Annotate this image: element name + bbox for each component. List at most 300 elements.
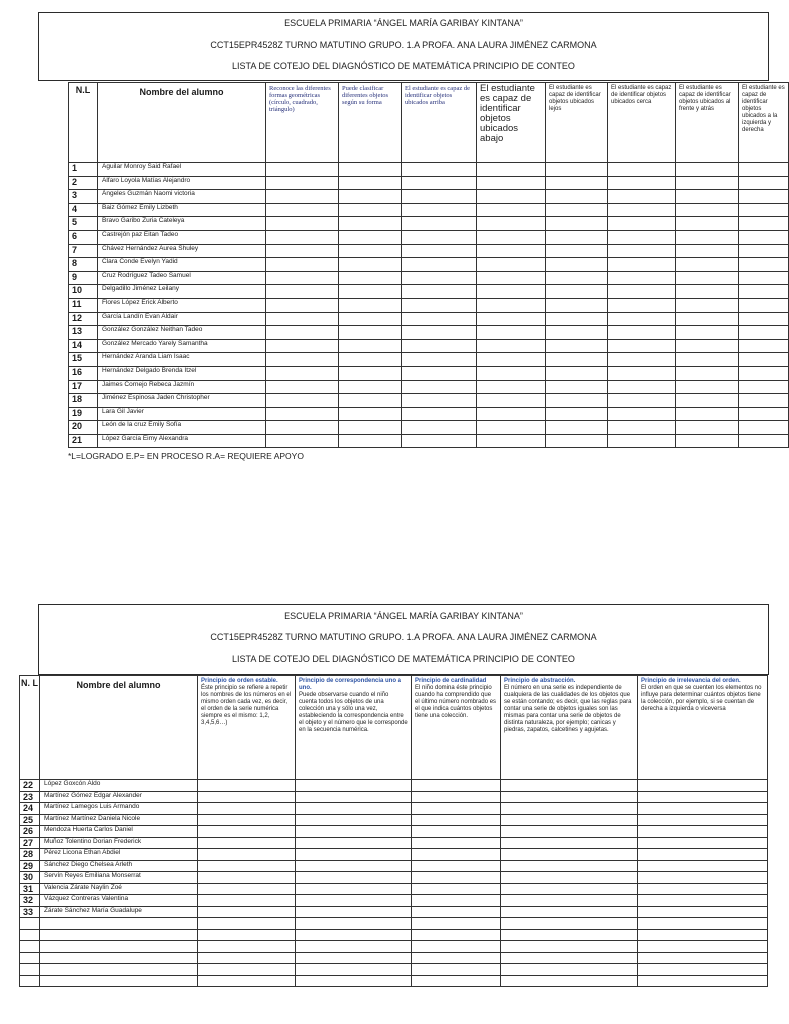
check-cell[interactable] [402, 339, 477, 353]
student-number: 30 [20, 872, 40, 884]
check-cell[interactable] [501, 803, 638, 815]
check-cell[interactable] [638, 918, 768, 930]
check-cell[interactable] [412, 780, 501, 792]
check-cell[interactable] [266, 203, 339, 217]
check-cell[interactable] [477, 285, 546, 299]
check-cell[interactable] [412, 837, 501, 849]
check-cell[interactable] [296, 837, 412, 849]
student-name: León de la cruz Emily Sofía [98, 421, 266, 435]
check-cell[interactable] [608, 421, 676, 435]
check-cell[interactable] [339, 271, 402, 285]
student-number: 5 [69, 217, 98, 231]
check-cell[interactable] [339, 176, 402, 190]
check-cell[interactable] [739, 163, 789, 177]
check-cell[interactable] [501, 906, 638, 918]
check-cell[interactable] [296, 780, 412, 792]
check-cell[interactable] [676, 380, 739, 394]
check-cell[interactable] [296, 918, 412, 930]
check-cell[interactable] [638, 791, 768, 803]
check-cell[interactable] [676, 230, 739, 244]
student-number: 4 [69, 203, 98, 217]
check-cell[interactable] [608, 298, 676, 312]
check-cell[interactable] [266, 230, 339, 244]
check-cell[interactable] [546, 326, 608, 340]
check-cell[interactable] [501, 791, 638, 803]
check-cell[interactable] [608, 258, 676, 272]
class-info: CCT15EPR4528Z TURNO MATUTINO GRUPO. 1.A PROFA. ANA LAURA JIMÉNEZ CARMONA [210, 40, 597, 50]
check-cell[interactable] [638, 872, 768, 884]
check-cell[interactable] [501, 860, 638, 872]
check-cell[interactable] [608, 434, 676, 448]
check-cell[interactable] [546, 271, 608, 285]
check-cell[interactable] [638, 895, 768, 907]
check-cell[interactable] [412, 803, 501, 815]
check-cell[interactable] [198, 814, 296, 826]
check-cell[interactable] [739, 298, 789, 312]
check-cell[interactable] [676, 190, 739, 204]
check-cell[interactable] [339, 190, 402, 204]
check-cell[interactable] [339, 258, 402, 272]
check-cell[interactable] [676, 244, 739, 258]
check-cell[interactable] [477, 380, 546, 394]
check-cell[interactable] [296, 895, 412, 907]
check-cell[interactable] [296, 803, 412, 815]
check-cell[interactable] [412, 895, 501, 907]
check-cell[interactable] [198, 975, 296, 987]
check-cell[interactable] [546, 312, 608, 326]
check-cell[interactable] [739, 366, 789, 380]
check-cell[interactable] [638, 803, 768, 815]
check-cell[interactable] [739, 326, 789, 340]
check-cell[interactable] [608, 394, 676, 408]
criterion-header: El estudiante es capaz de identificar objetos ubicados a la izquierda y derecha [739, 83, 789, 163]
check-cell[interactable] [739, 258, 789, 272]
student-row [69, 258, 789, 272]
check-cell[interactable] [739, 339, 789, 353]
check-cell[interactable] [739, 353, 789, 367]
check-cell[interactable] [501, 814, 638, 826]
check-cell[interactable] [266, 339, 339, 353]
student-row [69, 394, 789, 408]
student-number: 18 [69, 394, 98, 408]
check-cell[interactable] [266, 298, 339, 312]
check-cell[interactable] [339, 407, 402, 421]
check-cell[interactable] [339, 326, 402, 340]
check-cell[interactable] [412, 872, 501, 884]
check-cell[interactable] [608, 339, 676, 353]
check-cell[interactable] [739, 176, 789, 190]
check-cell[interactable] [198, 929, 296, 941]
check-cell[interactable] [412, 941, 501, 953]
check-cell[interactable] [739, 230, 789, 244]
student-row [20, 849, 768, 861]
check-cell[interactable] [676, 217, 739, 231]
check-cell[interactable] [296, 929, 412, 941]
check-cell[interactable] [266, 394, 339, 408]
check-cell[interactable] [546, 244, 608, 258]
check-cell[interactable] [477, 244, 546, 258]
check-cell[interactable] [402, 271, 477, 285]
check-cell[interactable] [339, 285, 402, 299]
check-cell[interactable] [412, 975, 501, 987]
check-cell[interactable] [477, 407, 546, 421]
check-cell[interactable] [676, 176, 739, 190]
check-cell[interactable] [412, 883, 501, 895]
check-cell[interactable] [638, 952, 768, 964]
check-cell[interactable] [198, 883, 296, 895]
check-cell[interactable] [477, 434, 546, 448]
check-cell[interactable] [739, 203, 789, 217]
check-cell[interactable] [608, 326, 676, 340]
check-cell[interactable] [638, 906, 768, 918]
check-cell[interactable] [339, 339, 402, 353]
check-cell[interactable] [477, 339, 546, 353]
student-name [40, 952, 198, 964]
check-cell[interactable] [638, 860, 768, 872]
student-row [69, 326, 789, 340]
check-cell[interactable] [296, 860, 412, 872]
student-name: Chávez Hernández Aurea Shuley [98, 244, 266, 258]
check-cell[interactable] [546, 407, 608, 421]
check-cell[interactable] [546, 285, 608, 299]
check-cell[interactable] [676, 258, 739, 272]
check-cell[interactable] [412, 918, 501, 930]
check-cell[interactable] [546, 366, 608, 380]
check-cell[interactable] [608, 380, 676, 394]
criterion-header: Reconoce las diferentes formas geométricas (círculo, cuadrado, triángulo) [266, 83, 339, 163]
check-cell[interactable] [676, 339, 739, 353]
check-cell[interactable] [296, 975, 412, 987]
check-cell[interactable] [198, 872, 296, 884]
check-cell[interactable] [477, 258, 546, 272]
check-cell[interactable] [402, 298, 477, 312]
check-cell[interactable] [638, 837, 768, 849]
check-cell[interactable] [412, 849, 501, 861]
check-cell[interactable] [546, 394, 608, 408]
check-cell[interactable] [402, 190, 477, 204]
check-cell[interactable] [501, 964, 638, 976]
check-cell[interactable] [266, 176, 339, 190]
check-cell[interactable] [266, 312, 339, 326]
check-cell[interactable] [339, 434, 402, 448]
check-cell[interactable] [412, 826, 501, 838]
check-cell[interactable] [546, 190, 608, 204]
check-cell[interactable] [608, 203, 676, 217]
check-cell[interactable] [501, 826, 638, 838]
student-row [20, 860, 768, 872]
check-cell[interactable] [676, 298, 739, 312]
check-cell[interactable] [266, 258, 339, 272]
check-cell[interactable] [739, 285, 789, 299]
check-cell[interactable] [676, 421, 739, 435]
check-cell[interactable] [339, 380, 402, 394]
check-cell[interactable] [501, 872, 638, 884]
check-cell[interactable] [608, 190, 676, 204]
check-cell[interactable] [477, 163, 546, 177]
student-number: 21 [69, 434, 98, 448]
student-row [69, 244, 789, 258]
check-cell[interactable] [198, 918, 296, 930]
check-cell[interactable] [198, 803, 296, 815]
student-number: 31 [20, 883, 40, 895]
check-cell[interactable] [638, 780, 768, 792]
check-cell[interactable] [296, 883, 412, 895]
check-cell[interactable] [296, 791, 412, 803]
student-name: Clara Conde Evelyn Yadid [98, 258, 266, 272]
check-cell[interactable] [739, 407, 789, 421]
check-cell[interactable] [638, 975, 768, 987]
check-cell[interactable] [739, 380, 789, 394]
check-cell[interactable] [638, 849, 768, 861]
check-cell[interactable] [296, 872, 412, 884]
check-cell[interactable] [412, 952, 501, 964]
check-cell[interactable] [198, 906, 296, 918]
sheet1-header [38, 12, 769, 81]
check-cell[interactable] [739, 190, 789, 204]
check-cell[interactable] [608, 285, 676, 299]
check-cell[interactable] [296, 941, 412, 953]
check-cell[interactable] [676, 353, 739, 367]
check-cell[interactable] [477, 326, 546, 340]
student-row [20, 837, 768, 849]
check-cell[interactable] [608, 353, 676, 367]
sheet2-header [38, 604, 769, 675]
student-name: García Landín Evan Aldair [98, 312, 266, 326]
check-cell[interactable] [296, 849, 412, 861]
check-cell[interactable] [739, 244, 789, 258]
check-cell[interactable] [296, 906, 412, 918]
check-cell[interactable] [412, 929, 501, 941]
check-cell[interactable] [501, 952, 638, 964]
check-cell[interactable] [638, 929, 768, 941]
check-cell[interactable] [608, 271, 676, 285]
check-cell[interactable] [402, 434, 477, 448]
check-cell[interactable] [198, 780, 296, 792]
check-cell[interactable] [477, 366, 546, 380]
check-cell[interactable] [676, 163, 739, 177]
check-cell[interactable] [676, 326, 739, 340]
check-cell[interactable] [477, 203, 546, 217]
check-cell[interactable] [266, 366, 339, 380]
check-cell[interactable] [266, 163, 339, 177]
check-cell[interactable] [546, 380, 608, 394]
check-cell[interactable] [477, 394, 546, 408]
student-number: 10 [69, 285, 98, 299]
check-cell[interactable] [546, 434, 608, 448]
check-cell[interactable] [638, 883, 768, 895]
check-cell[interactable] [296, 952, 412, 964]
check-cell[interactable] [198, 964, 296, 976]
check-cell[interactable] [546, 217, 608, 231]
check-cell[interactable] [608, 244, 676, 258]
check-cell[interactable] [739, 312, 789, 326]
check-cell[interactable] [739, 271, 789, 285]
principle-header: Principio de abstracción. El número en una serie es independiente de cualquiera de las cualidades de los objetos que se están contando; es decir, que las reglas para contar una serie de objetos iguales son las mismas para contar una serie de objetos de distinta naturaleza, por ejemplo; canicas y piedras, zapatos, calcetines y agujetas. [501, 676, 638, 780]
check-cell[interactable] [739, 217, 789, 231]
check-cell[interactable] [198, 895, 296, 907]
student-number: 22 [20, 780, 40, 792]
check-cell[interactable] [266, 380, 339, 394]
student-number: 29 [20, 860, 40, 872]
check-cell[interactable] [638, 964, 768, 976]
check-cell[interactable] [501, 918, 638, 930]
check-cell[interactable] [296, 826, 412, 838]
check-cell[interactable] [501, 975, 638, 987]
check-cell[interactable] [546, 176, 608, 190]
check-cell[interactable] [501, 883, 638, 895]
check-cell[interactable] [198, 952, 296, 964]
check-cell[interactable] [739, 394, 789, 408]
check-cell[interactable] [198, 860, 296, 872]
check-cell[interactable] [477, 230, 546, 244]
check-cell[interactable] [608, 407, 676, 421]
check-cell[interactable] [501, 895, 638, 907]
check-cell[interactable] [676, 203, 739, 217]
check-cell[interactable] [676, 407, 739, 421]
check-cell[interactable] [608, 176, 676, 190]
check-cell[interactable] [676, 434, 739, 448]
check-cell[interactable] [477, 190, 546, 204]
check-cell[interactable] [402, 394, 477, 408]
check-cell[interactable] [477, 312, 546, 326]
check-cell[interactable] [546, 163, 608, 177]
check-cell[interactable] [266, 421, 339, 435]
check-cell[interactable] [501, 849, 638, 861]
criterion-header: El estudiante es capaz de identificar objetos ubicados al frente y atrás [676, 83, 739, 163]
check-cell[interactable] [676, 312, 739, 326]
check-cell[interactable] [477, 176, 546, 190]
student-name [40, 975, 198, 987]
student-name [40, 929, 198, 941]
check-cell[interactable] [608, 312, 676, 326]
check-cell[interactable] [676, 394, 739, 408]
check-cell[interactable] [546, 203, 608, 217]
check-cell[interactable] [402, 421, 477, 435]
check-cell[interactable] [739, 434, 789, 448]
check-cell[interactable] [477, 217, 546, 231]
check-cell[interactable] [501, 929, 638, 941]
check-cell[interactable] [339, 394, 402, 408]
check-cell[interactable] [501, 780, 638, 792]
legend: *L=LOGRADO E.P= EN PROCESO R.A= REQUIERE APOYO [68, 451, 304, 461]
student-number: 33 [20, 906, 40, 918]
check-cell[interactable] [412, 906, 501, 918]
check-cell[interactable] [402, 203, 477, 217]
check-cell[interactable] [198, 941, 296, 953]
check-cell[interactable] [477, 298, 546, 312]
check-cell[interactable] [501, 941, 638, 953]
check-cell[interactable] [266, 217, 339, 231]
check-cell[interactable] [266, 285, 339, 299]
check-cell[interactable] [501, 837, 638, 849]
check-cell[interactable] [546, 230, 608, 244]
check-cell[interactable] [266, 434, 339, 448]
student-row [69, 163, 789, 177]
check-cell[interactable] [638, 826, 768, 838]
check-cell[interactable] [402, 258, 477, 272]
check-cell[interactable] [339, 353, 402, 367]
check-cell[interactable] [402, 285, 477, 299]
check-cell[interactable] [608, 217, 676, 231]
check-cell[interactable] [477, 353, 546, 367]
check-cell[interactable] [266, 407, 339, 421]
checklist-table-2 [19, 675, 768, 987]
class-info: CCT15EPR4528Z TURNO MATUTINO GRUPO. 1.A PROFA. ANA LAURA JIMÉNEZ CARMONA [210, 632, 597, 642]
check-cell[interactable] [296, 964, 412, 976]
check-cell[interactable] [266, 326, 339, 340]
student-name [40, 918, 198, 930]
check-cell[interactable] [676, 366, 739, 380]
check-cell[interactable] [339, 298, 402, 312]
check-cell[interactable] [266, 244, 339, 258]
check-cell[interactable] [676, 285, 739, 299]
check-cell[interactable] [402, 312, 477, 326]
check-cell[interactable] [608, 163, 676, 177]
check-cell[interactable] [477, 421, 546, 435]
check-cell[interactable] [608, 230, 676, 244]
check-cell[interactable] [402, 366, 477, 380]
check-cell[interactable] [412, 964, 501, 976]
check-cell[interactable] [339, 230, 402, 244]
check-cell[interactable] [402, 407, 477, 421]
check-cell[interactable] [608, 366, 676, 380]
check-cell[interactable] [402, 380, 477, 394]
check-cell[interactable] [676, 271, 739, 285]
check-cell[interactable] [546, 258, 608, 272]
check-cell[interactable] [546, 421, 608, 435]
student-name [40, 964, 198, 976]
student-name: Jiménez Espinosa Jaden Christopher [98, 394, 266, 408]
check-cell[interactable] [402, 353, 477, 367]
check-cell[interactable] [546, 353, 608, 367]
check-cell[interactable] [412, 860, 501, 872]
check-cell[interactable] [198, 837, 296, 849]
check-cell[interactable] [402, 217, 477, 231]
check-cell[interactable] [266, 353, 339, 367]
check-cell[interactable] [339, 163, 402, 177]
check-cell[interactable] [339, 244, 402, 258]
check-cell[interactable] [412, 814, 501, 826]
check-cell[interactable] [402, 176, 477, 190]
check-cell[interactable] [339, 312, 402, 326]
check-cell[interactable] [266, 190, 339, 204]
check-cell[interactable] [739, 421, 789, 435]
empty-row [20, 929, 768, 941]
check-cell[interactable] [546, 298, 608, 312]
check-cell[interactable] [402, 244, 477, 258]
criterion-header: El estudiante es capaz de identificar objetos ubicados lejos [546, 83, 608, 163]
check-cell[interactable] [266, 271, 339, 285]
check-cell[interactable] [546, 339, 608, 353]
check-cell[interactable] [638, 941, 768, 953]
check-cell[interactable] [198, 791, 296, 803]
check-cell[interactable] [339, 203, 402, 217]
check-cell[interactable] [339, 421, 402, 435]
student-name: Sánchez Diego Chelsea Arleth [40, 860, 198, 872]
check-cell[interactable] [412, 791, 501, 803]
check-cell[interactable] [402, 230, 477, 244]
student-number [20, 941, 40, 953]
check-cell[interactable] [339, 366, 402, 380]
check-cell[interactable] [198, 826, 296, 838]
check-cell[interactable] [402, 163, 477, 177]
check-cell[interactable] [402, 326, 477, 340]
check-cell[interactable] [477, 271, 546, 285]
check-cell[interactable] [296, 814, 412, 826]
check-cell[interactable] [339, 217, 402, 231]
check-cell[interactable] [198, 849, 296, 861]
check-cell[interactable] [638, 814, 768, 826]
